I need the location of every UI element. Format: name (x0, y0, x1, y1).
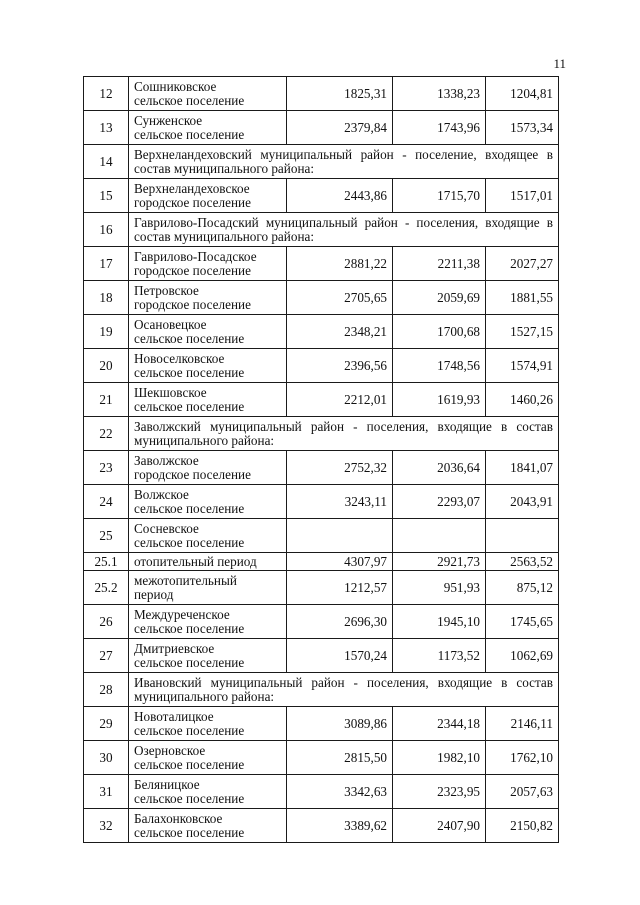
table-row (84, 741, 559, 775)
row-number: 31 (84, 775, 129, 809)
table-row (84, 775, 559, 809)
row-number: 23 (84, 451, 129, 485)
value-col-3: 2027,27 (486, 247, 559, 281)
settlement-name: Сошниковское сельское поселение (129, 77, 287, 111)
table-row (84, 707, 559, 741)
table-row (84, 111, 559, 145)
settlement-name: Осановецкое сельское поселение (129, 315, 287, 349)
value-col-3: 1062,69 (486, 639, 559, 673)
value-col-3: 1745,65 (486, 605, 559, 639)
table-row (84, 639, 559, 673)
settlement-name: Дмитриевское сельское поселение (129, 639, 287, 673)
value-col-1: 2815,50 (287, 741, 393, 775)
settlement-name: Верхнеландеховское городское поселение (129, 179, 287, 213)
value-col-3: 1881,55 (486, 281, 559, 315)
value-col-1: 2696,30 (287, 605, 393, 639)
value-col-3: 1841,07 (486, 451, 559, 485)
value-col-2: 1743,96 (393, 111, 486, 145)
value-col-3: 2146,11 (486, 707, 559, 741)
value-col-3: 1204,81 (486, 77, 559, 111)
table-row (84, 553, 559, 571)
district-heading: Верхнеландеховский муниципальный район - поселение, входящее в состав муниципального района: (129, 145, 559, 179)
settlement-name: Беляницкое сельское поселение (129, 775, 287, 809)
value-col-3: 1517,01 (486, 179, 559, 213)
table-row (84, 485, 559, 519)
settlement-name: Волжское сельское поселение (129, 485, 287, 519)
value-col-1: 2348,21 (287, 315, 393, 349)
row-number: 29 (84, 707, 129, 741)
table-row (84, 383, 559, 417)
row-number: 16 (84, 213, 129, 247)
settlement-name: Междуреченское сельское поселение (129, 605, 287, 639)
value-col-2: 1982,10 (393, 741, 486, 775)
settlement-name: Новоталицкое сельское поселение (129, 707, 287, 741)
value-col-1: 3243,11 (287, 485, 393, 519)
value-col-1: 2212,01 (287, 383, 393, 417)
row-number: 19 (84, 315, 129, 349)
settlement-name: Балахонковское сельское поселение (129, 809, 287, 843)
district-row (84, 673, 559, 707)
row-number: 25 (84, 519, 129, 553)
value-col-1: 3389,62 (287, 809, 393, 843)
tariff-table (83, 76, 559, 843)
district-row (84, 417, 559, 451)
value-col-1: 3089,86 (287, 707, 393, 741)
value-col-1: 2443,86 (287, 179, 393, 213)
row-number: 22 (84, 417, 129, 451)
value-col-2: 2407,90 (393, 809, 486, 843)
value-col-2 (393, 519, 486, 553)
row-number: 14 (84, 145, 129, 179)
value-col-2: 1945,10 (393, 605, 486, 639)
value-col-2: 2059,69 (393, 281, 486, 315)
table-row (84, 519, 559, 553)
value-col-1: 4307,97 (287, 553, 393, 571)
value-col-3: 1762,10 (486, 741, 559, 775)
value-col-1: 2752,32 (287, 451, 393, 485)
page-number: 11 (553, 56, 566, 71)
value-col-3: 1573,34 (486, 111, 559, 145)
row-number: 26 (84, 605, 129, 639)
value-col-2: 1700,68 (393, 315, 486, 349)
table-row (84, 315, 559, 349)
value-col-1: 2396,56 (287, 349, 393, 383)
value-col-2: 1173,52 (393, 639, 486, 673)
row-number: 30 (84, 741, 129, 775)
value-col-2: 1748,56 (393, 349, 486, 383)
row-number: 27 (84, 639, 129, 673)
value-col-1: 2881,22 (287, 247, 393, 281)
value-col-3: 1574,91 (486, 349, 559, 383)
district-heading: Гаврилово-Посадский муниципальный район - поселения, входящие в состав муниципального района: (129, 213, 559, 247)
value-col-3 (486, 519, 559, 553)
settlement-name: Сунженское сельское поселение (129, 111, 287, 145)
value-col-2: 951,93 (393, 571, 486, 605)
settlement-name: отопительный период (129, 553, 287, 571)
row-number: 12 (84, 77, 129, 111)
value-col-2: 2036,64 (393, 451, 486, 485)
table-row (84, 571, 559, 605)
value-col-1: 2379,84 (287, 111, 393, 145)
value-col-3: 2043,91 (486, 485, 559, 519)
row-number: 17 (84, 247, 129, 281)
value-col-1: 1212,57 (287, 571, 393, 605)
settlement-name: Заволжское городское поселение (129, 451, 287, 485)
settlement-name: Шекшовское сельское поселение (129, 383, 287, 417)
settlement-name: Гаврилово-Посадское городское поселение (129, 247, 287, 281)
value-col-2: 2323,95 (393, 775, 486, 809)
district-heading: Заволжский муниципальный район - поселения, входящие в состав муниципального района: (129, 417, 559, 451)
row-number: 20 (84, 349, 129, 383)
district-row (84, 213, 559, 247)
value-col-1: 2705,65 (287, 281, 393, 315)
value-col-2: 2344,18 (393, 707, 486, 741)
value-col-2: 1338,23 (393, 77, 486, 111)
value-col-2: 1715,70 (393, 179, 486, 213)
value-col-1: 3342,63 (287, 775, 393, 809)
settlement-name: Новоселковское сельское поселение (129, 349, 287, 383)
table-row (84, 605, 559, 639)
row-number: 25.1 (84, 553, 129, 571)
row-number: 32 (84, 809, 129, 843)
table-row (84, 179, 559, 213)
row-number: 24 (84, 485, 129, 519)
value-col-1: 1825,31 (287, 77, 393, 111)
value-col-3: 2563,52 (486, 553, 559, 571)
settlement-name: Озерновское сельское поселение (129, 741, 287, 775)
value-col-3: 875,12 (486, 571, 559, 605)
table-row (84, 349, 559, 383)
value-col-2: 2211,38 (393, 247, 486, 281)
value-col-2: 1619,93 (393, 383, 486, 417)
value-col-2: 2293,07 (393, 485, 486, 519)
value-col-2: 2921,73 (393, 553, 486, 571)
district-heading: Ивановский муниципальный район - поселения, входящие в состав муниципального района: (129, 673, 559, 707)
row-number: 13 (84, 111, 129, 145)
row-number: 21 (84, 383, 129, 417)
value-col-3: 1460,26 (486, 383, 559, 417)
settlement-name: Сосневское сельское поселение (129, 519, 287, 553)
settlement-name: межотопительный период (129, 571, 287, 605)
table-row (84, 281, 559, 315)
district-row (84, 145, 559, 179)
value-col-1: 1570,24 (287, 639, 393, 673)
value-col-3: 2057,63 (486, 775, 559, 809)
table-row (84, 247, 559, 281)
row-number: 28 (84, 673, 129, 707)
settlement-name: Петровское городское поселение (129, 281, 287, 315)
row-number: 25.2 (84, 571, 129, 605)
value-col-3: 1527,15 (486, 315, 559, 349)
value-col-1 (287, 519, 393, 553)
row-number: 15 (84, 179, 129, 213)
row-number: 18 (84, 281, 129, 315)
value-col-3: 2150,82 (486, 809, 559, 843)
table-row (84, 77, 559, 111)
table-row (84, 809, 559, 843)
table-row (84, 451, 559, 485)
